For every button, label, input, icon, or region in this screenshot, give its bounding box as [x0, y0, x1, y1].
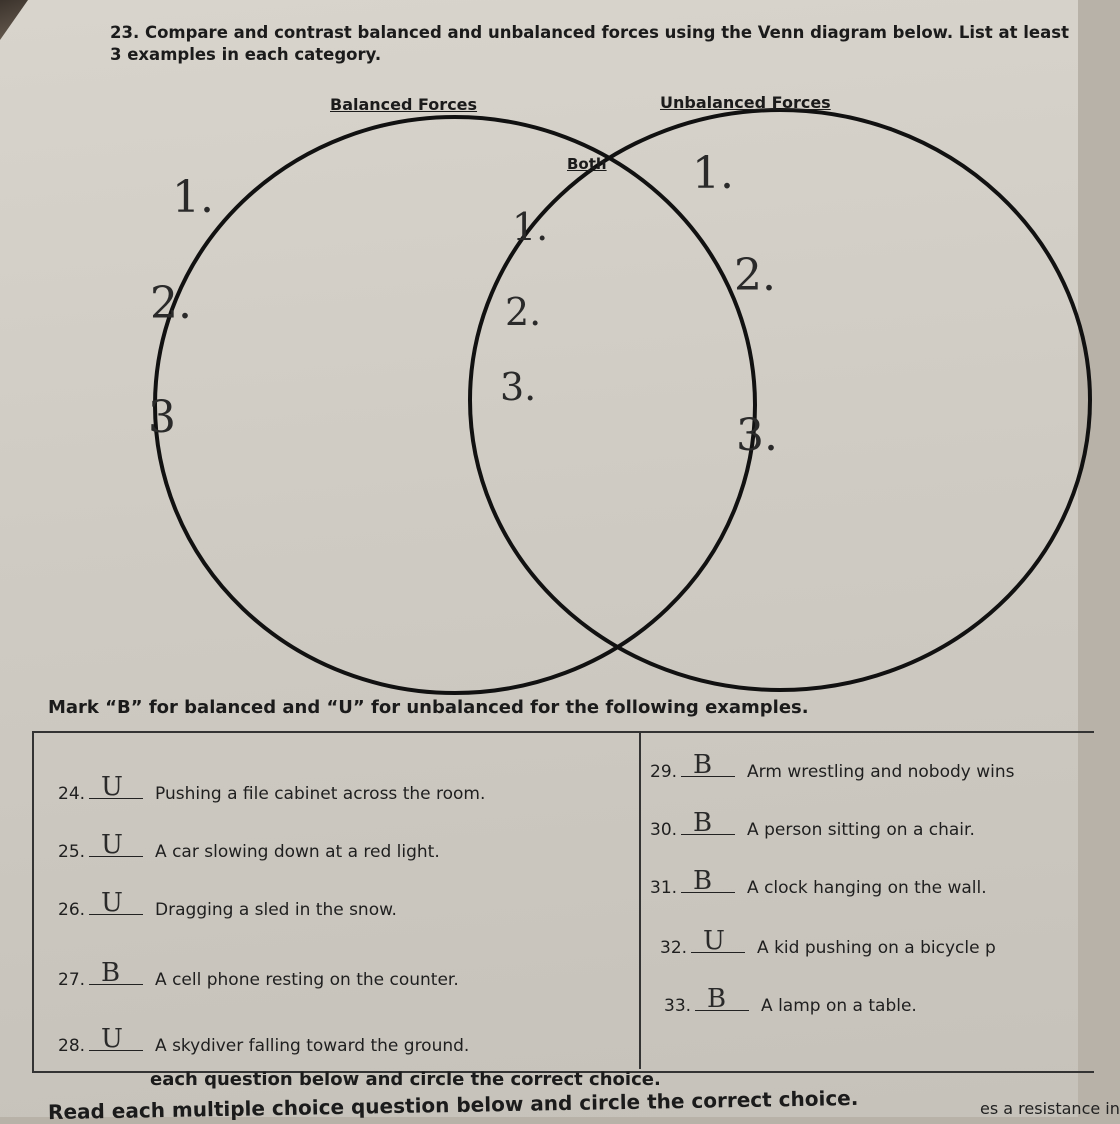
answer-blank-33[interactable]: B: [695, 988, 749, 1011]
next-instructions: Read each multiple choice question below and circle the correct choice.: [47, 1085, 859, 1124]
balanced-mark-3: 3: [148, 392, 176, 443]
answer-blank-27[interactable]: B: [89, 962, 143, 985]
both-mark-3: 3.: [500, 365, 537, 409]
item-31: 31. B A clock hanging on the wall.: [650, 866, 987, 898]
balanced-forces-label: Balanced Forces: [330, 95, 478, 114]
item-26: 26. U Dragging a sled in the snow.: [58, 888, 397, 920]
item-33: 33. B A lamp on a table.: [664, 984, 917, 1016]
both-mark-1: 1.: [512, 205, 549, 249]
answer-blank-31[interactable]: B: [681, 870, 735, 893]
both-label: Both: [567, 155, 607, 173]
item-30: 30. B A person sitting on a chair.: [650, 808, 975, 840]
unbalanced-mark-3: 3.: [736, 410, 778, 461]
answer-blank-25[interactable]: U: [89, 834, 143, 857]
item-29: 29. B Arm wrestling and nobody wins: [650, 750, 1015, 782]
item-27: 27. B A cell phone resting on the counter.: [58, 958, 459, 990]
answer-blank-24[interactable]: U: [89, 776, 143, 799]
next-question-fragment: es a resistance in: [980, 1099, 1120, 1118]
balanced-circle: [155, 117, 755, 693]
answer-blank-26[interactable]: U: [89, 892, 143, 915]
unbalanced-circle: [470, 110, 1090, 690]
item-24: 24. U Pushing a file cabinet across the room.: [58, 772, 486, 804]
item-32: 32. U A kid pushing on a bicycle p: [660, 926, 996, 958]
table-divider: [639, 732, 641, 1069]
next-section: [40, 1069, 1120, 1124]
both-mark-2: 2.: [505, 290, 542, 334]
item-25: 25. U A car slowing down at a red light.: [58, 830, 440, 862]
answer-blank-29[interactable]: B: [681, 754, 735, 777]
item-28: 28. U A skydiver falling toward the ground.: [58, 1024, 470, 1056]
answer-blank-30[interactable]: B: [681, 812, 735, 835]
instructions: Mark “B” for balanced and “U” for unbalanced for the following examples.: [48, 697, 809, 718]
balanced-mark-1: 1.: [172, 172, 214, 223]
answer-blank-28[interactable]: U: [89, 1028, 143, 1051]
answer-blank-32[interactable]: U: [691, 930, 745, 953]
question-title: 23. Compare and contrast balanced and unbalanced forces using the Venn diagram below. List at least 3 examples in each category.: [110, 23, 1069, 64]
balanced-mark-2: 2.: [150, 278, 192, 329]
next-instructions-partial: each question below and circle the correct choice.: [150, 1069, 661, 1090]
unbalanced-forces-label: Unbalanced Forces: [660, 93, 831, 112]
unbalanced-mark-1: 1.: [692, 148, 734, 199]
unbalanced-mark-2: 2.: [734, 250, 776, 301]
